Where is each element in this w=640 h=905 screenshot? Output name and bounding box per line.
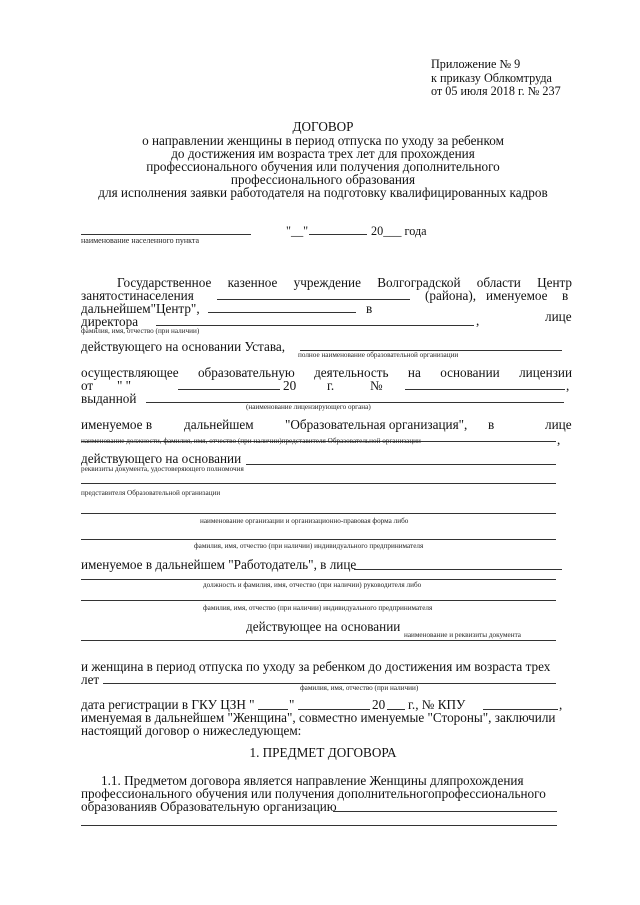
org-authority-line[interactable] <box>246 464 556 465</box>
center-line-3c: лице <box>545 309 572 324</box>
document-subtitle-1: о направлении женщины в период отпуска по уходу за ребенком <box>142 133 504 148</box>
center-line-2b: (района), <box>425 288 477 303</box>
org-rep-caption: наименование должности, фамилия, имя, отчество (при наличии)представителя Образовательной организации <box>81 437 421 445</box>
woman-line-5: настоящий договор о нижеследующем: <box>81 723 302 738</box>
license-date-line[interactable] <box>178 389 280 390</box>
org-authority-line-2[interactable] <box>81 483 556 484</box>
center-line-2a: занятостинаселения <box>81 288 194 303</box>
section-1-line-3: образованияв Образовательную организацию <box>81 799 337 814</box>
place-caption: наименование населенного пункта <box>81 236 200 245</box>
center-name-line[interactable] <box>208 312 356 313</box>
org-line-5-end: , <box>557 432 561 447</box>
appendix-line-3: от 05 июля 2018 г. № 237 <box>431 84 561 98</box>
org-name-caption: полное наименование образовательной организации <box>298 351 459 359</box>
org-line-4b: дальнейшем <box>184 417 254 432</box>
employer-ip-caption-2: фамилия, имя, отчество (при наличии) индивидуального предпринимателя <box>203 604 433 612</box>
org-line-1: осуществляющее образовательную деятельность на основании лицензии <box>81 365 573 380</box>
employer-head-line[interactable] <box>354 569 562 570</box>
woman-line-3d: г., № КПУ <box>408 697 466 712</box>
employer-name-line[interactable] <box>81 513 556 514</box>
document-subtitle-5: для исполнения заявки работодателя на подготовку квалифицированных кадров <box>98 185 548 200</box>
date-day-open: "__" <box>286 224 309 238</box>
document-subtitle-2: до достижения им возраста трех лет для прохождения <box>171 146 475 161</box>
licensor-caption: (наименование лицензирующего органа) <box>246 403 371 411</box>
employer-ip-caption: фамилия, имя, отчество (при наличии) индивидуального предпринимателя <box>194 542 424 550</box>
org-line-2e: № <box>370 378 383 393</box>
woman-line-3-end: , <box>559 697 563 712</box>
employer-ip-line-2[interactable] <box>81 600 556 601</box>
org-target-line[interactable] <box>333 811 557 812</box>
woman-line-3c: 20 <box>372 697 386 712</box>
employer-line-2: действующее на основании <box>246 619 401 634</box>
section-1-heading: 1. ПРЕДМЕТ ДОГОВОРА <box>249 745 397 760</box>
place-field-line[interactable] <box>81 234 251 235</box>
org-line-4e: лице <box>545 417 572 432</box>
center-line-5: действующего на основании Устава, <box>81 339 286 354</box>
employer-doc-caption: наименование и реквизиты документа <box>404 631 521 639</box>
director-fio-caption: фамилия, имя, отчество (при наличии) <box>81 327 200 335</box>
center-line-3a: дальнейшем"Центр", <box>81 301 200 316</box>
director-fio-line[interactable] <box>156 325 474 326</box>
appendix-line-1: Приложение № 9 <box>431 57 521 71</box>
license-number-line[interactable] <box>405 389 565 390</box>
woman-line-3b: " <box>289 697 295 712</box>
center-line-2c: именуемое <box>486 288 548 303</box>
org-rep-caption-2: представителя Образовательной организации <box>81 489 221 497</box>
date-month-line[interactable] <box>309 234 367 235</box>
org-line-3: выданной <box>81 391 137 406</box>
org-line-4d: в <box>488 417 495 432</box>
woman-line-3a: дата регистрации в ГКУ ЦЗН " <box>81 697 255 712</box>
employer-line-1: именуемое в дальнейшем "Работодатель", в лице <box>81 557 357 572</box>
employer-doc-line[interactable] <box>81 640 556 641</box>
center-line-2d: в <box>562 288 569 303</box>
woman-line-4: именуемая в дальнейшем "Женщина", совместно именуемые "Стороны", заключили <box>81 710 556 725</box>
org-line-4a: именуемое в <box>81 417 153 432</box>
date-year: 20___ года <box>371 224 427 238</box>
appendix-line-2: к приказу Облкомтруда <box>431 71 552 85</box>
section-1-line-2: профессионального обучения или получения дополнительногопрофессионального <box>81 786 546 801</box>
section-1-line-1: 1.1. Предметом договора является направление Женщины дляпрохождения <box>101 773 524 788</box>
document-subtitle-3: профессионального обучения или получения дополнительного <box>146 159 500 174</box>
employer-name-caption: наименование организации и организационно-правовая форма либо <box>200 517 409 525</box>
document-title: ДОГОВОР <box>292 119 354 134</box>
center-line-4: директора <box>81 314 139 329</box>
employer-head-line-2[interactable] <box>81 579 556 580</box>
org-line-6: действующего на основании <box>81 451 242 466</box>
org-reqs-caption: реквизиты документа, удостоверяющего полномочия <box>81 465 244 473</box>
org-line-4c: "Образовательная организация", <box>285 417 468 432</box>
org-line-2b: " " <box>117 378 132 393</box>
employer-head-caption: должность и фамилия, имя, отчество (при наличии) руководителя либо <box>203 581 422 589</box>
woman-line-1: и женщина в период отпуска по уходу за ребенком до достижения им возраста трех <box>81 659 551 674</box>
center-line-4-end: , <box>476 313 480 328</box>
center-line-1: Государственное казенное учреждение Волгоградской области Центр <box>117 275 573 290</box>
woman-line-2: лет <box>81 672 100 687</box>
org-line-2-end: , <box>566 378 570 393</box>
org-line-2c: 20 <box>283 378 297 393</box>
woman-fio-caption: фамилия, имя, отчество (при наличии) <box>300 684 419 692</box>
document-subtitle-4: профессионального образования <box>230 172 416 187</box>
org-target-line-2[interactable] <box>81 825 557 826</box>
center-line-3b: в <box>366 301 373 316</box>
employer-ip-line[interactable] <box>81 539 556 540</box>
org-line-2d: г. <box>327 378 335 393</box>
org-line-2a: от <box>81 378 94 393</box>
center-district-line[interactable] <box>217 299 410 300</box>
